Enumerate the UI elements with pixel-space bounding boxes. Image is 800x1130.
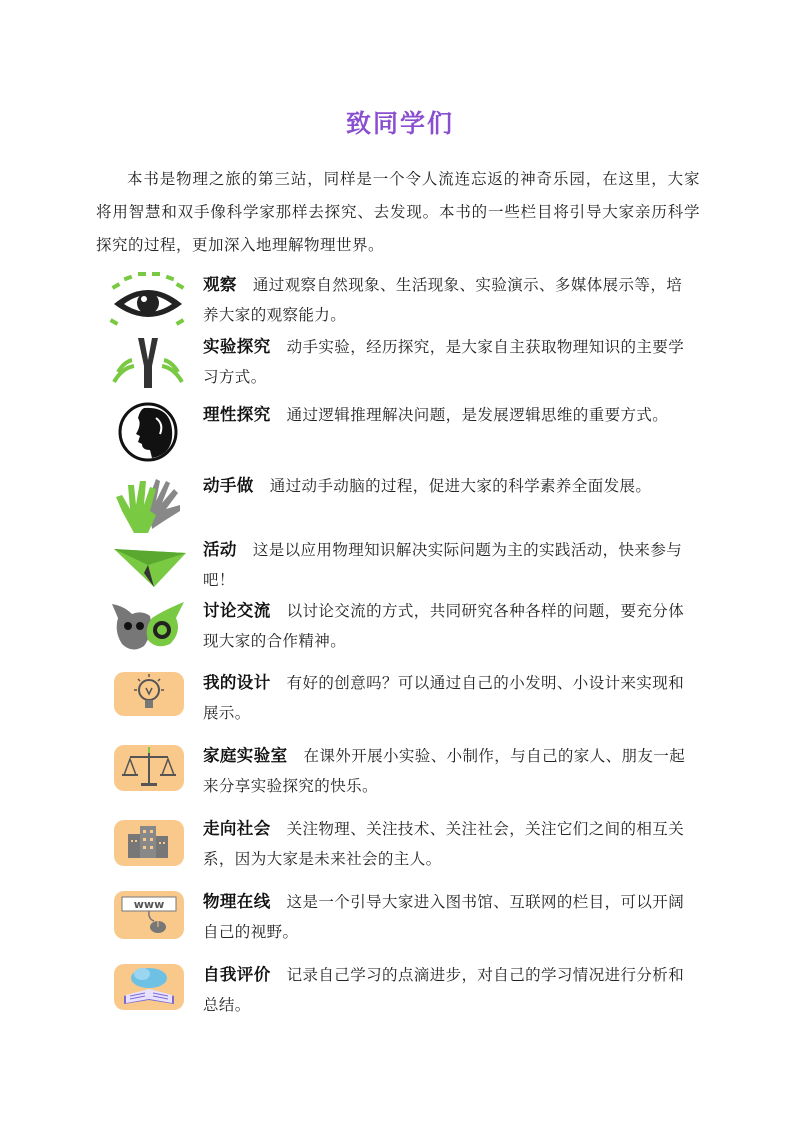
section-label: 讨论交流 <box>203 601 271 620</box>
section-reasoning <box>100 400 700 470</box>
section-self-evaluation <box>100 960 700 1030</box>
section-my-design <box>100 668 700 738</box>
intro-paragraph: 本书是物理之旅的第三站，同样是一个令人流连忘返的神奇乐园，在这里，大家将用智慧和双手像科学家那样去探究、去发现。本书的一些栏目将引导大家亲历科学探究的过程，更加深入地理解物理世界。 <box>96 170 700 254</box>
section-label: 家庭实验室 <box>203 746 288 765</box>
hands-icon <box>108 471 188 541</box>
section-hands-on <box>100 471 700 541</box>
section-discussion <box>100 596 700 666</box>
section-activity <box>100 535 700 605</box>
section-label: 走向社会 <box>203 819 271 838</box>
lightbulb-icon <box>108 668 188 738</box>
section-society <box>100 814 700 884</box>
eye-icon <box>108 270 188 340</box>
section-description: 关注物理、关注技术、关注社会，关注它们之间的相互关系，因为大家是未来社会的主人。 <box>203 820 685 868</box>
svg-text:www: www <box>133 898 165 911</box>
section-description: 通过逻辑推理解决问题，是发展逻辑思维的重要方式。 <box>286 406 669 424</box>
section-label: 活动 <box>203 540 237 559</box>
section-description: 通过观察自然现象、生活现象、实验演示、多媒体展示等，培养大家的观察能力。 <box>203 276 683 324</box>
section-label: 物理在线 <box>203 892 271 911</box>
www-mouse-icon <box>108 887 188 957</box>
section-observe <box>100 270 700 340</box>
tuning-fork-icon <box>108 332 188 402</box>
section-label: 动手做 <box>203 476 254 495</box>
section-description: 动手实验，经历探究，是大家自主获取物理知识的主要学习方式。 <box>203 338 685 386</box>
section-experiment <box>100 332 700 402</box>
section-label: 实验探究 <box>203 337 271 356</box>
discussion-faces-icon <box>108 596 188 666</box>
section-description: 记录自己学习的点滴进步，对自己的学习情况进行分析和总结。 <box>203 966 685 1014</box>
section-description: 这是一个引导大家进入图书馆、互联网的栏目，可以开阔自己的视野。 <box>203 893 685 941</box>
buildings-icon <box>108 814 188 884</box>
section-home-lab <box>100 741 700 811</box>
head-profile-icon <box>108 400 188 470</box>
section-online <box>100 887 700 957</box>
section-description: 以讨论交流的方式，共同研究各种各样的问题，要充分体现大家的合作精神。 <box>203 602 685 650</box>
section-label: 自我评价 <box>203 965 271 984</box>
section-label: 我的设计 <box>203 673 271 692</box>
section-label: 观察 <box>203 275 237 294</box>
section-description: 在课外开展小实验、小制作，与自己的家人、朋友一起来分享实验探究的快乐。 <box>203 747 686 795</box>
open-book-icon <box>108 960 188 1030</box>
paper-plane-icon <box>108 535 188 605</box>
section-label: 理性探究 <box>203 405 271 424</box>
balance-scale-icon <box>108 741 188 811</box>
section-description: 通过动手动脑的过程，促进大家的科学素养全面发展。 <box>269 477 652 495</box>
section-description: 这是以应用物理知识解决实际问题为主的实践活动，快来参与吧！ <box>203 541 683 589</box>
section-description: 有好的创意吗？可以通过自己的小发明、小设计来实现和展示。 <box>203 674 685 722</box>
page-title: 致同学们 <box>345 109 454 138</box>
